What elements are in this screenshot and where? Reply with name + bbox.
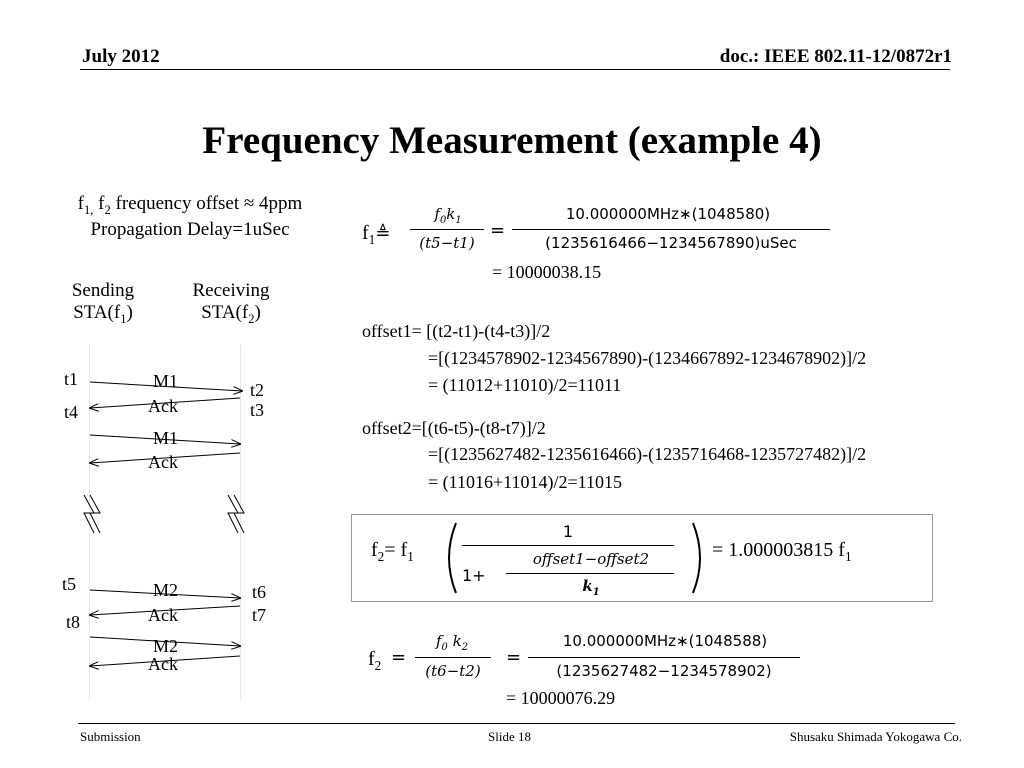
eq3-value-fraction-bar <box>528 657 800 658</box>
eq2-lhs: $f_2= f_1$ <box>371 539 414 564</box>
m2-label-2: M2 <box>153 636 179 656</box>
t3-label: t3 <box>250 400 265 420</box>
eq3-numerator-value: 10.000000MHz∗(1048588) <box>562 632 768 650</box>
offset2-formula: offset2=[(t6-t5)-(t8-t7)]/2 <box>362 418 546 438</box>
eq3-denominator: (t6−t2) <box>425 662 481 680</box>
eq2-den-prefix: 1+ <box>462 566 486 585</box>
eq1-equals: = <box>490 220 506 241</box>
header-doc-id: doc.: IEEE 802.11-12/0872r1 <box>719 46 952 67</box>
eq2-inner-fraction-bar <box>506 573 674 574</box>
eq1-value-fraction-bar <box>512 229 830 230</box>
eq3-equals-1: = <box>391 647 407 668</box>
eq3-numerator: $f_0$ $k_2$ <box>435 632 469 653</box>
t8-label: t8 <box>66 612 81 632</box>
eq2-numerator: 1 <box>562 522 574 541</box>
offset1-substitution: =[(1234578902-1234567890)-(1234667892-1234678902)]/2 <box>428 348 867 368</box>
t7-label: t7 <box>252 605 267 625</box>
eq1-result: = 10000038.15 <box>492 262 602 282</box>
receiver-break-mark <box>228 495 244 533</box>
eq1-denominator: (t5−t1) <box>419 234 475 252</box>
eq2-inner-denominator: $k_1$ <box>582 577 600 598</box>
eq3-lhs: $f_2$ <box>368 648 382 673</box>
eq1-denominator-value: (1235616466−1234567890)uSec <box>545 234 797 252</box>
sender-break-mark <box>84 495 100 533</box>
offset2-substitution: =[(1235627482-1235616466)-(1235716468-1235727482)]/2 <box>428 444 867 464</box>
eq1-numerator: $f_0k_1$ <box>434 205 462 226</box>
ack-label-2: Ack <box>148 452 178 472</box>
offset2-result: = (11016+11014)/2=11015 <box>428 472 622 492</box>
footer-author: Shusaku Shimada Yokogawa Co. <box>789 729 962 744</box>
offset1-result: = (11012+11010)/2=11011 <box>428 375 622 395</box>
eq3-result: = 10000076.29 <box>506 688 616 708</box>
offset1-formula: offset1= [(t2-t1)-(t4-t3)]/2 <box>362 321 551 341</box>
ack-label-1: Ack <box>148 396 178 416</box>
propagation-delay-note: Propagation Delay=1uSec <box>90 219 290 240</box>
ack-label-3: Ack <box>148 605 178 625</box>
footer-submission: Submission <box>80 729 141 744</box>
t2-label: t2 <box>250 380 265 400</box>
footer-rule <box>78 723 955 724</box>
eq3-equals-2: = <box>506 647 522 668</box>
ack-label-4: Ack <box>148 654 178 674</box>
m2-label-1: M2 <box>153 580 179 600</box>
t1-label: t1 <box>64 369 79 389</box>
receiving-station-label: Receiving $STA(f_2)$ <box>192 280 270 326</box>
footer-slide-number: Slide 18 <box>488 729 531 744</box>
slide-title: Frequency Measurement (example 4) <box>202 119 822 162</box>
eq3-fraction-bar <box>415 657 491 658</box>
m1-label-2: M1 <box>153 428 179 448</box>
eq1-lhs: $f_1≜$ <box>362 222 391 247</box>
t5-label: t5 <box>62 574 77 594</box>
frequency-offset-note: $f_{1,}$ $f_2$ frequency offset ≈ 4ppm <box>77 193 303 217</box>
header-date: July 2012 <box>82 46 160 67</box>
eq1-numerator-value: 10.000000MHz∗(1048580) <box>565 205 771 223</box>
m1-label-1: M1 <box>153 371 179 391</box>
eq2-inner-numerator: offset1−offset2 <box>532 550 650 568</box>
eq3-denominator-value: (1235627482−1234578902) <box>556 662 772 680</box>
eq1-fraction-bar <box>410 229 484 230</box>
sending-station-label: Sending $STA(f_1)$ <box>71 280 135 326</box>
t6-label: t6 <box>252 582 267 602</box>
eq2-result: = 1.000003815 $f_1$ <box>712 539 852 564</box>
t4-label: t4 <box>64 402 79 422</box>
eq2-fraction-bar <box>462 545 674 546</box>
